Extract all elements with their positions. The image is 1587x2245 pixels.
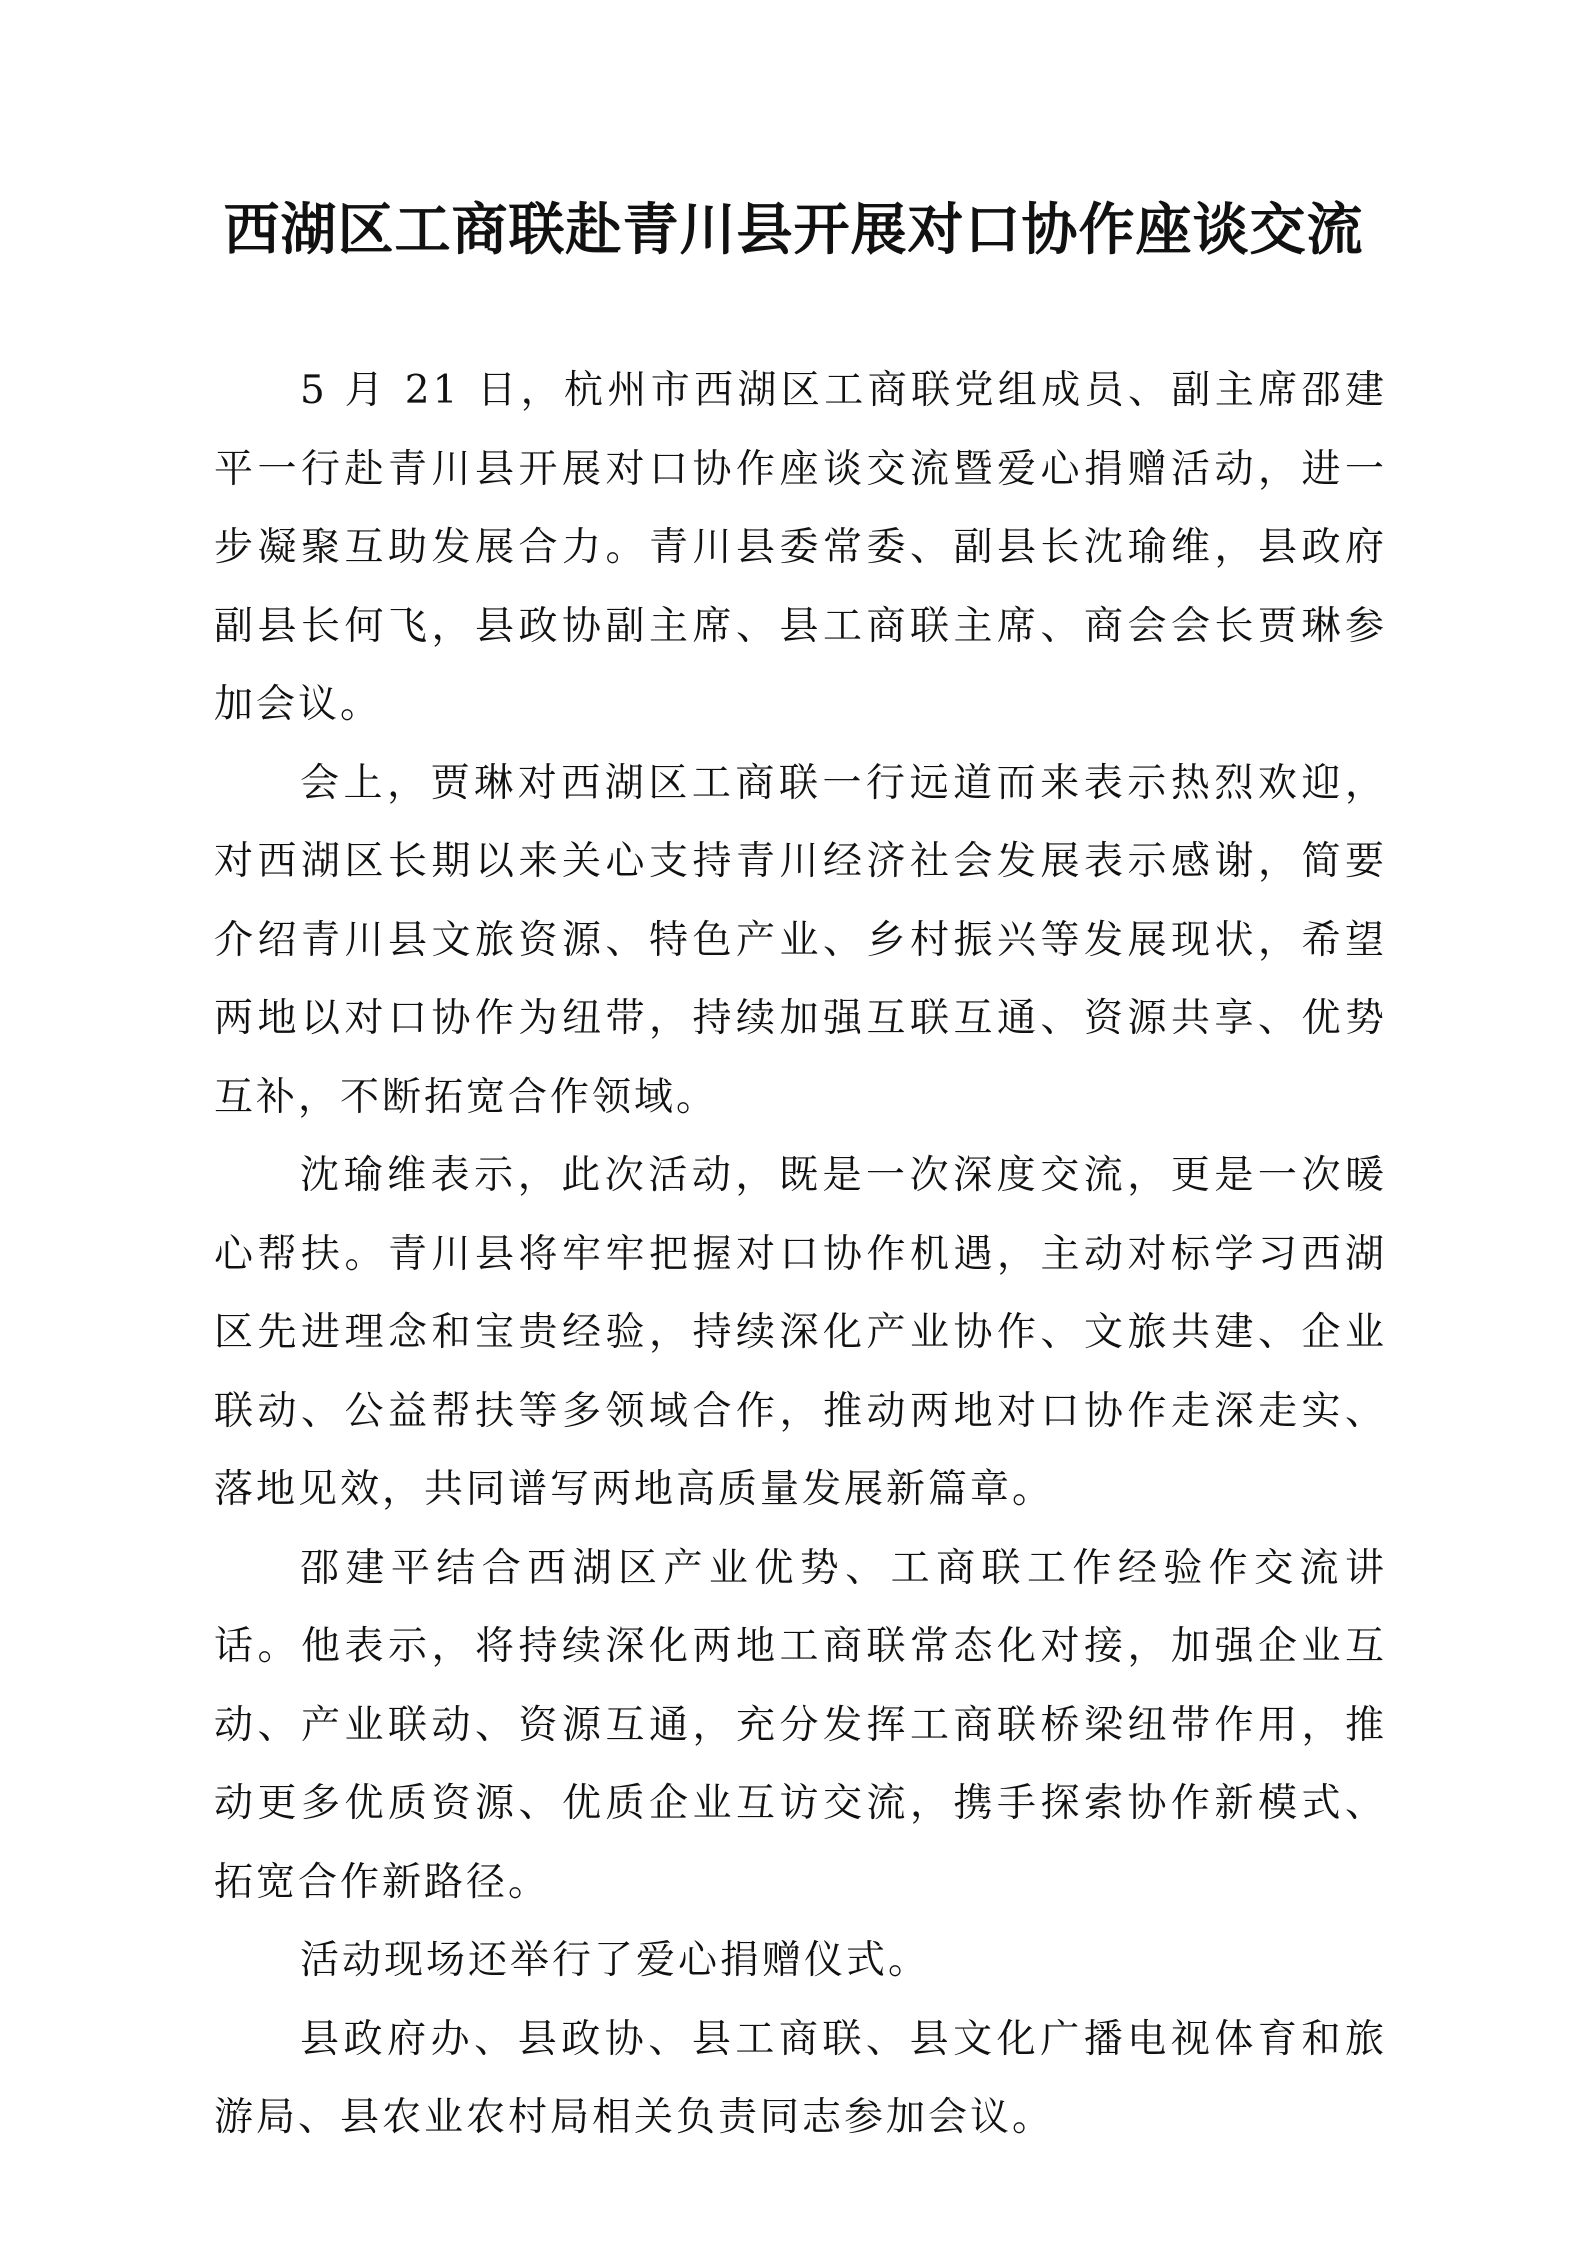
document-body bbox=[214, 352, 1387, 2158]
paragraph-1: 5 月 21 日，杭州市西湖区工商联党组成员、副主席邵建平一行赴青川县开展对口协作座谈交流暨爱心捐赠活动，进一步凝聚互助发展合力。青川县委常委、副县长沈瑜维，县政府副县长何飞，县政协副主席、县工商联主席、商会会长贾琳参加会议。 bbox=[214, 368, 1387, 727]
document-title: 西湖区工商联赴青川县开展对口协作座谈交流 bbox=[223, 197, 1364, 263]
paragraph-6: 县政府办、县政协、县工商联、县文化广播电视体育和旅游局、县农业农村局相关负责同志参加会议。 bbox=[214, 2016, 1387, 2140]
paragraph-4: 邵建平结合西湖区产业优势、工商联工作经验作交流讲话。他表示，将持续深化两地工商联常态化对接，加强企业互动、产业联动、资源互通，充分发挥工商联桥梁纽带作用，推动更多优质资源、优质企业互访交流，携手探索协作新模式、拓宽合作新路径。 bbox=[214, 1545, 1387, 1905]
paragraph-3: 沈瑜维表示，此次活动，既是一次深度交流，更是一次暖心帮扶。青川县将牢牢把握对口协作机遇，主动对标学习西湖区先进理念和宝贵经验，持续深化产业协作、文旅共建、企业联动、公益帮扶等多领域合作，推动两地对口协作走深走实、落地见效，共同谱写两地高质量发展新篇章。 bbox=[214, 1153, 1387, 1512]
paragraph-2: 会上，贾琳对西湖区工商联一行远道而来表示热烈欢迎，对西湖区长期以来关心支持青川经济社会发展表示感谢，简要介绍青川县文旅资源、特色产业、乡村振兴等发展现状，希望两地以对口协作为纽带，持续加强互联互通、资源共享、优势互补，不断拓宽合作领域。 bbox=[214, 760, 1387, 1120]
paragraph-5: 活动现场还举行了爱心捐赠仪式。 bbox=[300, 1938, 931, 1983]
